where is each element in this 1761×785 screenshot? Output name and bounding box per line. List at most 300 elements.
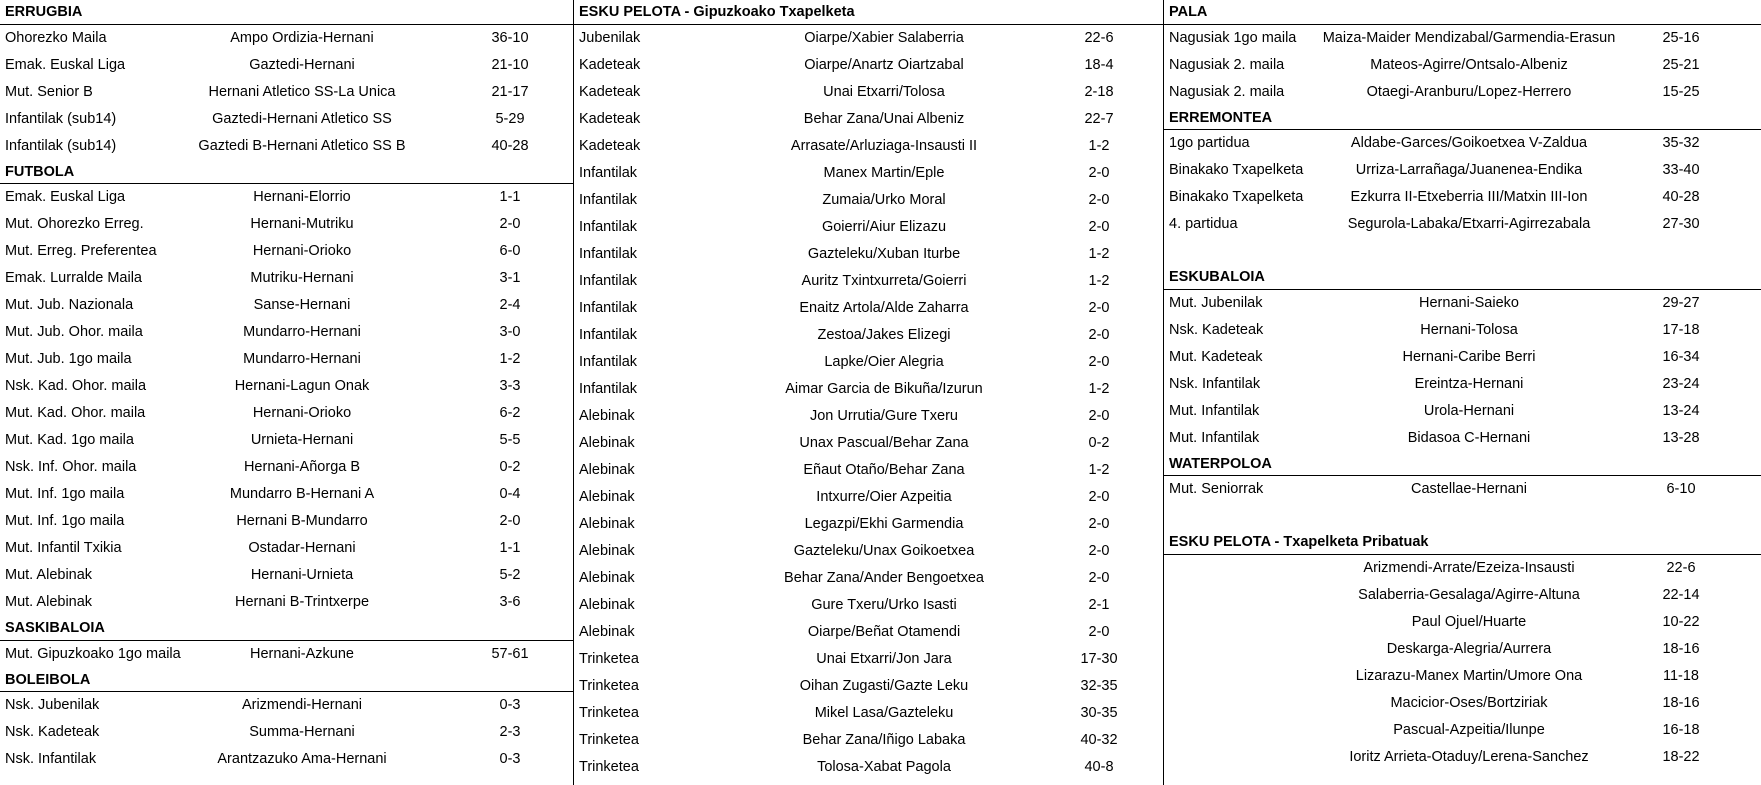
match-cell: Segurola-Labaka/Etxarri-Agirrezabala [1347, 216, 1591, 233]
section-title: PALA [1164, 0, 1761, 25]
result-row [574, 511, 1164, 538]
match-cell: Arantzazuko Ama-Hernani [217, 751, 387, 768]
result-cell: 15-25 [1662, 83, 1700, 100]
match-cell: Ostadar-Hernani [248, 540, 356, 557]
result-cell: 6-2 [499, 405, 521, 422]
result-row [0, 265, 573, 292]
match-cell: Aldabe-Garces/Goikoetxea V-Zaldua [1350, 135, 1588, 152]
result-row [1164, 476, 1761, 503]
category-cell: Emak. Lurralde Maila [5, 270, 142, 287]
result-row [0, 346, 573, 373]
section-title: ESKU PELOTA - Txapelketa Pribatuak [1164, 530, 1761, 555]
category-cell: Binakako Txapelketa [1169, 162, 1304, 179]
result-cell: 21-17 [491, 83, 529, 100]
result-row [574, 322, 1164, 349]
result-cell: 1-2 [1088, 245, 1110, 262]
category-cell: Mut. Inf. 1go maila [5, 513, 125, 530]
result-cell: 0-2 [1088, 434, 1110, 451]
category-cell: Kadeteak [579, 110, 641, 127]
match-cell: Behar Zana/Iñigo Labaka [802, 731, 966, 748]
result-row [574, 430, 1164, 457]
result-cell: 16-34 [1662, 348, 1700, 365]
category-cell: Mut. Inf. 1go maila [5, 486, 125, 503]
section-title: ERRUGBIA [0, 0, 573, 25]
section-title: SASKIBALOIA [0, 616, 573, 641]
match-cell: Aimar Garcia de Bikuña/Izurun [785, 380, 983, 397]
result-cell: 36-10 [491, 29, 529, 46]
match-cell: Unai Etxarri/Tolosa [823, 83, 945, 100]
result-cell: 2-0 [1088, 407, 1110, 424]
category-cell: Trinketea [579, 704, 639, 721]
result-cell: 17-18 [1662, 321, 1700, 338]
section-title: ESKU PELOTA - Gipuzkoako Txapelketa [574, 0, 1164, 25]
match-cell: Lapke/Oier Alegria [824, 353, 944, 370]
category-cell: Mut. Infantilak [1169, 402, 1260, 419]
match-cell: Hernani B-Trintxerpe [234, 594, 370, 611]
result-cell: 30-35 [1080, 704, 1118, 721]
section-title: ESKUBALOIA [1164, 265, 1761, 290]
match-cell: Hernani-Orioko [252, 243, 352, 260]
result-row [1164, 582, 1761, 609]
result-cell: 2-4 [499, 297, 521, 314]
result-cell: 3-0 [499, 324, 521, 341]
match-cell: Bidasoa C-Hernani [1407, 429, 1531, 446]
result-row [574, 52, 1164, 79]
result-row [574, 673, 1164, 700]
result-cell: 0-3 [499, 697, 521, 714]
result-cell: 23-24 [1662, 375, 1700, 392]
match-cell: Macicior-Oses/Bortziriak [1390, 694, 1548, 711]
result-cell: 13-28 [1662, 429, 1700, 446]
match-cell: Legazpi/Ekhi Garmendia [804, 515, 964, 532]
match-cell: Hernani-Orioko [252, 405, 352, 422]
result-row [574, 403, 1164, 430]
match-cell: Gaztedi-Hernani [249, 56, 355, 73]
result-row [574, 295, 1164, 322]
result-row [0, 535, 573, 562]
category-cell: Nsk. Kadeteak [1169, 321, 1264, 338]
match-cell: Enaitz Artola/Alde Zaharra [799, 299, 969, 316]
category-cell: Ohorezko Maila [5, 29, 107, 46]
match-cell: Mikel Lasa/Gazteleku [814, 704, 954, 721]
result-row [1164, 744, 1761, 771]
match-cell: Oiarpe/Anartz Oiartzabal [804, 56, 964, 73]
category-cell: Mut. Jubenilak [1169, 294, 1263, 311]
result-row [1164, 690, 1761, 717]
match-cell: Gaztedi-Hernani Atletico SS [212, 110, 392, 127]
result-cell: 2-0 [1088, 623, 1110, 640]
result-cell: 27-30 [1662, 216, 1700, 233]
result-cell: 2-0 [1088, 164, 1110, 181]
result-cell: 22-6 [1084, 29, 1114, 46]
result-cell: 6-0 [499, 243, 521, 260]
category-cell: Mut. Erreg. Preferentea [5, 243, 157, 260]
result-cell: 2-0 [1088, 326, 1110, 343]
match-cell: Arizmendi-Arrate/Ezeiza-Insausti [1363, 559, 1575, 576]
result-row [0, 184, 573, 211]
result-row [1164, 211, 1761, 238]
result-cell: 2-0 [1088, 488, 1110, 505]
result-cell: 1-2 [1088, 380, 1110, 397]
match-cell: Hernani Atletico SS-La Unica [208, 83, 396, 100]
category-cell: Trinketea [579, 650, 639, 667]
result-row [0, 373, 573, 400]
result-cell: 5-29 [495, 110, 525, 127]
category-cell: Mut. Gipuzkoako 1go maila [5, 645, 181, 662]
category-cell: Alebinak [579, 515, 635, 532]
match-cell: Summa-Hernani [249, 724, 355, 741]
match-cell: Urola-Hernani [1423, 402, 1515, 419]
result-row [0, 508, 573, 535]
match-cell: Maiza-Maider Mendizabal/Garmendia-Erasun [1322, 29, 1616, 46]
match-cell: Gaztedi B-Hernani Atletico SS B [198, 137, 406, 154]
result-cell: 2-0 [499, 216, 521, 233]
result-row [574, 214, 1164, 241]
result-cell: 1-2 [1088, 461, 1110, 478]
category-cell: Mut. Jub. Nazionala [5, 297, 134, 314]
match-cell: Paul Ojuel/Huarte [1411, 613, 1527, 630]
match-cell: Hernani-Lagun Onak [234, 378, 370, 395]
match-cell: Mutriku-Hernani [250, 270, 354, 287]
section-title: FUTBOLA [0, 160, 573, 185]
category-cell: Kadeteak [579, 56, 641, 73]
category-cell: Nsk. Infantilak [1169, 375, 1261, 392]
result-cell: 1-1 [499, 189, 521, 206]
category-cell: Mut. Seniorrak [1169, 481, 1264, 498]
result-row [0, 427, 573, 454]
match-cell: Intxurre/Oier Azpeitia [816, 488, 952, 505]
result-row [0, 319, 573, 346]
result-cell: 21-10 [491, 56, 529, 73]
result-cell: 16-18 [1662, 721, 1700, 738]
match-cell: Mateos-Agirre/Ontsalo-Albeniz [1370, 56, 1568, 73]
result-cell: 5-5 [499, 432, 521, 449]
result-row [1164, 130, 1761, 157]
match-cell: Salaberria-Gesalaga/Agirre-Altuna [1358, 586, 1580, 603]
category-cell: Nsk. Kadeteak [5, 724, 100, 741]
category-cell: Infantilak [579, 164, 638, 181]
result-cell: 0-2 [499, 459, 521, 476]
result-row [0, 238, 573, 265]
result-cell: 33-40 [1662, 162, 1700, 179]
result-row [1164, 317, 1761, 344]
match-cell: Hernani B-Mundarro [236, 513, 368, 530]
match-cell: Ereintza-Hernani [1414, 375, 1524, 392]
match-cell: Ampo Ordizia-Hernani [230, 29, 374, 46]
result-cell: 1-2 [1088, 272, 1110, 289]
result-cell: 40-32 [1080, 731, 1118, 748]
match-cell: Unai Etxarri/Jon Jara [816, 650, 952, 667]
category-cell: Emak. Euskal Liga [5, 189, 126, 206]
match-cell: Gure Txeru/Urko Isasti [811, 596, 957, 613]
match-cell: Ioritz Arrieta-Otaduy/Lerena-Sanchez [1349, 748, 1589, 765]
result-cell: 5-2 [499, 567, 521, 584]
match-cell: Hernani-Tolosa [1420, 321, 1518, 338]
category-cell: Binakako Txapelketa [1169, 189, 1304, 206]
result-row [0, 641, 573, 668]
result-row [1164, 717, 1761, 744]
result-cell: 2-0 [1088, 218, 1110, 235]
category-cell: Infantilak [579, 218, 638, 235]
result-row [574, 592, 1164, 619]
result-row [1164, 555, 1761, 582]
category-cell: Infantilak [579, 326, 638, 343]
category-cell: Mut. Ohorezko Erreg. [5, 216, 144, 233]
match-cell: Hernani-Caribe Berri [1402, 348, 1536, 365]
result-cell: 2-0 [1088, 191, 1110, 208]
result-row [1164, 290, 1761, 317]
category-cell: Alebinak [579, 434, 635, 451]
result-row [574, 79, 1164, 106]
category-cell: Alebinak [579, 488, 635, 505]
match-cell: Gazteleku/Xuban Iturbe [807, 245, 961, 262]
result-row [0, 79, 573, 106]
category-cell: 1go partidua [1169, 135, 1250, 152]
result-row [0, 454, 573, 481]
category-cell: Infantilak [579, 245, 638, 262]
category-cell: Kadeteak [579, 83, 641, 100]
result-row [574, 268, 1164, 295]
result-row [1164, 25, 1761, 52]
category-cell: Mut. Kad. 1go maila [5, 432, 134, 449]
result-cell: 0-4 [499, 486, 521, 503]
result-cell: 2-3 [499, 724, 521, 741]
category-cell: 4. partidua [1169, 216, 1238, 233]
match-cell: Oiarpe/Xabier Salaberria [804, 29, 964, 46]
category-cell: Infantilak (sub14) [5, 137, 117, 154]
category-cell: Nsk. Inf. Ohor. maila [5, 459, 137, 476]
result-row [0, 481, 573, 508]
match-cell: Zestoa/Jakes Elizegi [817, 326, 951, 343]
result-cell: 40-8 [1084, 758, 1114, 775]
category-cell: Trinketea [579, 758, 639, 775]
result-cell: 22-7 [1084, 110, 1114, 127]
section-spacer [1164, 238, 1761, 265]
category-cell: Jubenilak [579, 29, 641, 46]
category-cell: Mut. Senior B [5, 83, 93, 100]
result-row [1164, 636, 1761, 663]
match-cell: Ezkurra II-Etxeberria III/Matxin III-Ion [1350, 189, 1588, 206]
result-cell: 13-24 [1662, 402, 1700, 419]
result-cell: 40-28 [1662, 189, 1700, 206]
match-cell: Urnieta-Hernani [250, 432, 354, 449]
result-row [1164, 79, 1761, 106]
result-cell: 18-16 [1662, 640, 1700, 657]
results-column-1 [0, 0, 573, 785]
result-row [574, 187, 1164, 214]
category-cell: Nagusiak 1go maila [1169, 29, 1297, 46]
category-cell: Emak. Euskal Liga [5, 56, 126, 73]
result-cell: 10-22 [1662, 613, 1700, 630]
result-cell: 18-16 [1662, 694, 1700, 711]
category-cell: Nagusiak 2. maila [1169, 56, 1285, 73]
results-column-2 [573, 0, 1164, 785]
result-row [0, 746, 573, 773]
result-cell: 1-2 [499, 351, 521, 368]
match-cell: Jon Urrutia/Gure Txeru [809, 407, 958, 424]
match-cell: Arrasate/Arluziaga-Insausti II [790, 137, 978, 154]
result-row [1164, 609, 1761, 636]
match-cell: Tolosa-Xabat Pagola [817, 758, 951, 775]
category-cell: Mut. Jub. 1go maila [5, 351, 132, 368]
result-row [0, 211, 573, 238]
result-cell: 6-10 [1666, 481, 1696, 498]
match-cell: Auritz Txintxurreta/Goierri [801, 272, 967, 289]
match-cell: Hernani-Azkune [250, 645, 354, 662]
result-row [574, 484, 1164, 511]
section-title: WATERPOLOA [1164, 452, 1761, 477]
category-cell: Infantilak (sub14) [5, 110, 117, 127]
result-row [1164, 52, 1761, 79]
result-row [1164, 398, 1761, 425]
category-cell: Trinketea [579, 677, 639, 694]
result-row [0, 589, 573, 616]
match-cell: Mundarro B-Hernani A [229, 486, 375, 503]
result-row [574, 538, 1164, 565]
match-cell: Sanse-Hernani [253, 297, 351, 314]
result-cell: 18-22 [1662, 748, 1700, 765]
result-cell: 40-28 [491, 137, 529, 154]
match-cell: Hernani-Añorga B [243, 459, 361, 476]
result-cell: 3-3 [499, 378, 521, 395]
match-cell: Deskarga-Alegria/Aurrera [1386, 640, 1552, 657]
result-row [0, 562, 573, 589]
match-cell: Zumaia/Urko Moral [822, 191, 946, 208]
result-row [0, 400, 573, 427]
category-cell: Infantilak [579, 299, 638, 316]
result-cell: 3-6 [499, 594, 521, 611]
category-cell: Alebinak [579, 623, 635, 640]
match-cell: Castellae-Hernani [1410, 481, 1528, 498]
category-cell: Nsk. Kad. Ohor. maila [5, 378, 147, 395]
match-cell: Goierri/Aiur Elizazu [821, 218, 947, 235]
result-cell: 22-6 [1666, 559, 1696, 576]
section-title: BOLEIBOLA [0, 668, 573, 693]
result-row [574, 376, 1164, 403]
result-cell: 57-61 [491, 645, 529, 662]
result-cell: 2-0 [1088, 353, 1110, 370]
result-cell: 22-14 [1662, 586, 1700, 603]
match-cell: Mundarro-Hernani [243, 324, 361, 341]
result-row [574, 754, 1164, 781]
category-cell: Infantilak [579, 353, 638, 370]
result-row [574, 619, 1164, 646]
result-cell: 35-32 [1662, 135, 1700, 152]
category-cell: Infantilak [579, 191, 638, 208]
category-cell: Mut. Jub. Ohor. maila [5, 324, 143, 341]
result-row [1164, 663, 1761, 690]
category-cell: Mut. Alebinak [5, 567, 93, 584]
category-cell: Alebinak [579, 461, 635, 478]
result-row [0, 292, 573, 319]
result-row [0, 106, 573, 133]
category-cell: Alebinak [579, 542, 635, 559]
result-cell: 2-18 [1084, 83, 1114, 100]
result-cell: 25-16 [1662, 29, 1700, 46]
category-cell: Trinketea [579, 731, 639, 748]
result-row [574, 565, 1164, 592]
result-cell: 2-0 [1088, 299, 1110, 316]
match-cell: Hernani-Urnieta [250, 567, 354, 584]
match-cell: Behar Zana/Ander Bengoetxea [784, 569, 984, 586]
match-cell: Hernani-Saieko [1419, 294, 1519, 311]
category-cell: Mut. Infantilak [1169, 429, 1260, 446]
result-row [0, 133, 573, 160]
result-row [574, 646, 1164, 673]
category-cell: Infantilak [579, 272, 638, 289]
category-cell: Nsk. Jubenilak [5, 697, 100, 714]
result-row [574, 241, 1164, 268]
match-cell: Mundarro-Hernani [243, 351, 361, 368]
result-cell: 29-27 [1662, 294, 1700, 311]
category-cell: Mut. Kad. Ohor. maila [5, 405, 146, 422]
result-row [574, 106, 1164, 133]
category-cell: Mut. Kadeteak [1169, 348, 1263, 365]
category-cell: Nsk. Infantilak [5, 751, 97, 768]
result-cell: 18-4 [1084, 56, 1114, 73]
result-row [574, 349, 1164, 376]
match-cell: Gazteleku/Unax Goikoetxea [793, 542, 975, 559]
section-title: ERREMONTEA [1164, 106, 1761, 131]
result-row [0, 52, 573, 79]
result-row [574, 160, 1164, 187]
category-cell: Alebinak [579, 596, 635, 613]
match-cell: Behar Zana/Unai Albeniz [803, 110, 965, 127]
match-cell: Urriza-Larrañaga/Juanenea-Endika [1355, 162, 1583, 179]
results-column-3 [1163, 0, 1761, 785]
result-cell: 1-1 [499, 540, 521, 557]
result-row [1164, 157, 1761, 184]
match-cell: Otaegi-Aranburu/Lopez-Herrero [1366, 83, 1572, 100]
match-cell: Manex Martin/Eple [823, 164, 945, 181]
category-cell: Kadeteak [579, 137, 641, 154]
result-row [1164, 184, 1761, 211]
result-cell: 2-1 [1088, 596, 1110, 613]
result-row [0, 25, 573, 52]
category-cell: Infantilak [579, 380, 638, 397]
category-cell: Alebinak [579, 569, 635, 586]
category-cell: Alebinak [579, 407, 635, 424]
result-cell: 2-0 [1088, 569, 1110, 586]
category-cell: Mut. Infantil Txikia [5, 540, 122, 557]
result-row [1164, 371, 1761, 398]
result-cell: 11-18 [1662, 667, 1699, 684]
result-row [574, 457, 1164, 484]
result-cell: 32-35 [1080, 677, 1118, 694]
category-cell: Nagusiak 2. maila [1169, 83, 1285, 100]
result-row [574, 727, 1164, 754]
result-cell: 1-2 [1088, 137, 1110, 154]
result-cell: 2-0 [1088, 515, 1110, 532]
result-row [574, 700, 1164, 727]
match-cell: Arizmendi-Hernani [241, 697, 363, 714]
match-cell: Hernani-Mutriku [250, 216, 354, 233]
result-cell: 2-0 [1088, 542, 1110, 559]
result-cell: 3-1 [499, 270, 521, 287]
section-spacer [1164, 503, 1761, 530]
match-cell: Eñaut Otaño/Behar Zana [803, 461, 965, 478]
result-row [0, 692, 573, 719]
match-cell: Pascual-Azpeitia/Ilunpe [1393, 721, 1545, 738]
category-cell: Mut. Alebinak [5, 594, 93, 611]
result-row [574, 25, 1164, 52]
match-cell: Unax Pascual/Behar Zana [799, 434, 969, 451]
result-cell: 0-3 [499, 751, 521, 768]
result-cell: 25-21 [1662, 56, 1700, 73]
result-row [1164, 425, 1761, 452]
match-cell: Lizarazu-Manex Martin/Umore Ona [1355, 667, 1583, 684]
result-cell: 17-30 [1080, 650, 1118, 667]
